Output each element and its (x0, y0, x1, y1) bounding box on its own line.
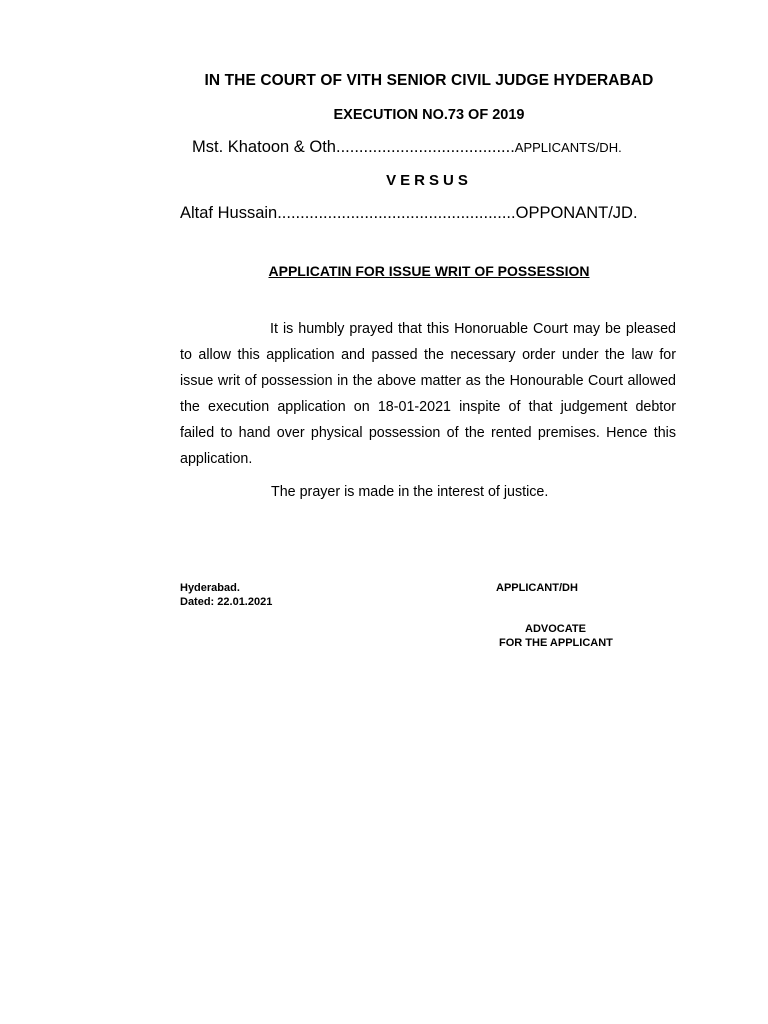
prayer-line: The prayer is made in the interest of justice. (271, 484, 549, 500)
party-opponent-dots: .................................................... (277, 204, 516, 222)
application-subject: APPLICATIN FOR ISSUE WRIT OF POSSESSION (268, 263, 590, 279)
party-applicant-role: APPLICANTS/DH. (514, 140, 622, 155)
advocate-label: ADVOCATE (525, 623, 586, 635)
party-opponent-line (180, 204, 638, 223)
for-applicant-label: FOR THE APPLICANT (499, 637, 613, 649)
party-opponent-name: Altaf Hussain (180, 204, 278, 222)
party-applicant-name: Mst. Khatoon & Oth. (192, 138, 341, 156)
application-body: It is humbly prayed that this Honoruable Court may be pleased to allow this application and passed the necessary order under the law for issue writ of possession in the above matter as the Honourable Court allowed the execution application on 18-01-2021 inspite of that judgement debtor failed to hand over physical possession of the rented premises. Hence this application. (180, 321, 676, 467)
applicant-signature-label: APPLICANT/DH (496, 582, 578, 594)
versus-heading: VERSUS (386, 172, 472, 189)
party-opponent-role: OPPONANT/JD. (515, 204, 638, 222)
execution-number: EXECUTION NO.73 OF 2019 (333, 107, 525, 123)
date-label: Dated: 22.01.2021 (180, 596, 273, 608)
place-label: Hyderabad. (180, 582, 240, 594)
party-applicant-line (192, 138, 622, 157)
court-title: IN THE COURT OF VITH SENIOR CIVIL JUDGE HYDERABAD (204, 72, 654, 89)
party-applicant-dots: ...................................... (340, 138, 515, 156)
